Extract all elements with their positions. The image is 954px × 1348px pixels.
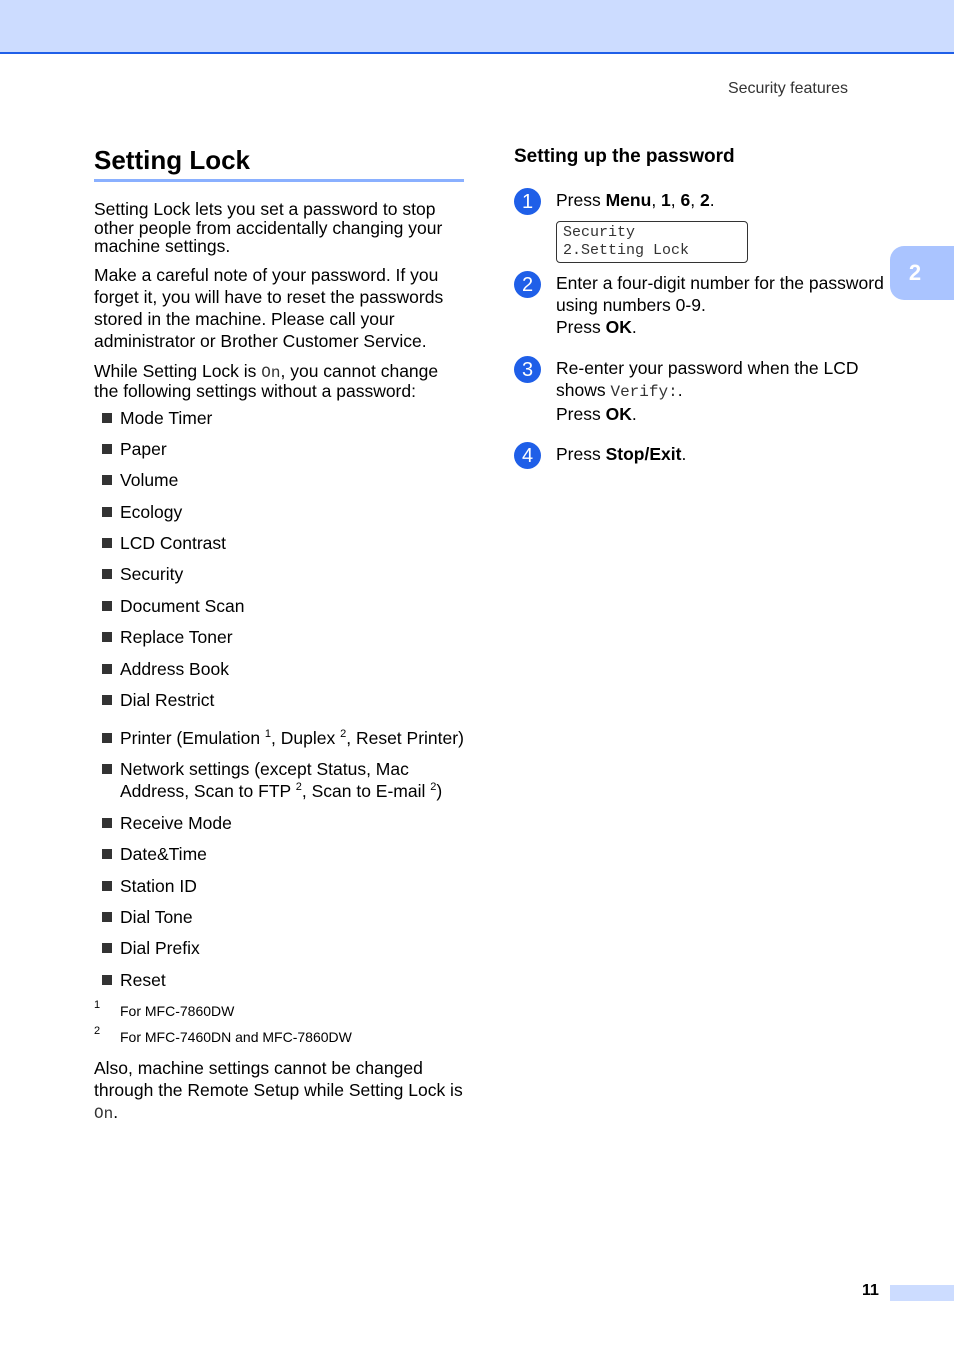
locked-settings-list bbox=[94, 407, 464, 991]
footnote: 2 For MFC-7460DN and MFC-7860DW bbox=[94, 1024, 352, 1045]
list-item-network: Network settings (except Status, Mac Address, Scan to FTP $^2$, Scan to E-mail $^2$) bbox=[94, 758, 464, 802]
step-number-badge: 4 bbox=[514, 442, 541, 469]
right-column bbox=[514, 146, 884, 465]
left-column bbox=[94, 145, 464, 1125]
list-item: Dial Prefix bbox=[94, 937, 464, 959]
list-item-printer: Printer (Emulation $^1$, Duplex $^2$, Reset Printer) bbox=[94, 727, 464, 749]
list-item: Dial Tone bbox=[94, 906, 464, 928]
while-paragraph: While Setting Lock is On, you cannot change the following settings without a password: bbox=[94, 360, 439, 401]
footnote: 1 For MFC-7860DW bbox=[94, 998, 235, 1019]
step-number-badge: 1 bbox=[514, 188, 541, 215]
page-number-bar bbox=[890, 1285, 954, 1301]
list-item: Paper bbox=[94, 438, 464, 460]
list-item: Ecology bbox=[94, 501, 464, 523]
list-item: Volume bbox=[94, 469, 464, 491]
step-1: 1 Press Menu, 1, 6, 2. Security 2.Setting Lock bbox=[514, 189, 884, 263]
page-number: 11 bbox=[862, 1282, 879, 1299]
step-4: 4 Press Stop/Exit. bbox=[514, 443, 884, 465]
list-item: Station ID bbox=[94, 875, 464, 897]
remote-setup-paragraph: Also, machine settings cannot be changed through the Remote Setup while Setting Lock is On. bbox=[94, 1057, 463, 1123]
lcd-display: Security 2.Setting Lock bbox=[556, 221, 748, 263]
top-banner bbox=[0, 0, 954, 54]
list-item: LCD Contrast bbox=[94, 532, 464, 554]
section-title: Setting Lock bbox=[94, 145, 464, 182]
list-item: Document Scan bbox=[94, 595, 464, 617]
running-header: Security features bbox=[727, 80, 848, 97]
step-3: 3 Re-enter your password when the LCD shows Verify:. Press OK. bbox=[514, 357, 884, 425]
warning-paragraph: Make a careful note of your password. If you forget it, you will have to reset the passwords stored in the machine. Please call your administrator or Brother Customer Service. bbox=[94, 264, 444, 351]
subsection-title: Setting up the password bbox=[514, 146, 735, 167]
step-number-badge: 2 bbox=[514, 271, 541, 298]
list-item: Address Book bbox=[94, 658, 464, 680]
list-item: Receive Mode bbox=[94, 812, 464, 834]
step-2: 2 Enter a four-digit number for the password using numbers 0-9. Press OK. bbox=[514, 272, 884, 338]
step-number-badge: 3 bbox=[514, 356, 541, 383]
list-item: Date&Time bbox=[94, 843, 464, 865]
list-item: Dial Restrict bbox=[94, 689, 464, 711]
chapter-tab: 2 bbox=[890, 246, 954, 300]
footnotes bbox=[94, 998, 464, 1045]
list-item: Reset bbox=[94, 969, 464, 991]
intro-paragraph: Setting Lock lets you set a password to stop other people from accidentally changing your machine settings. bbox=[94, 199, 443, 256]
list-item: Mode Timer bbox=[94, 407, 464, 429]
list-item: Security bbox=[94, 563, 464, 585]
list-item: Replace Toner bbox=[94, 626, 464, 648]
